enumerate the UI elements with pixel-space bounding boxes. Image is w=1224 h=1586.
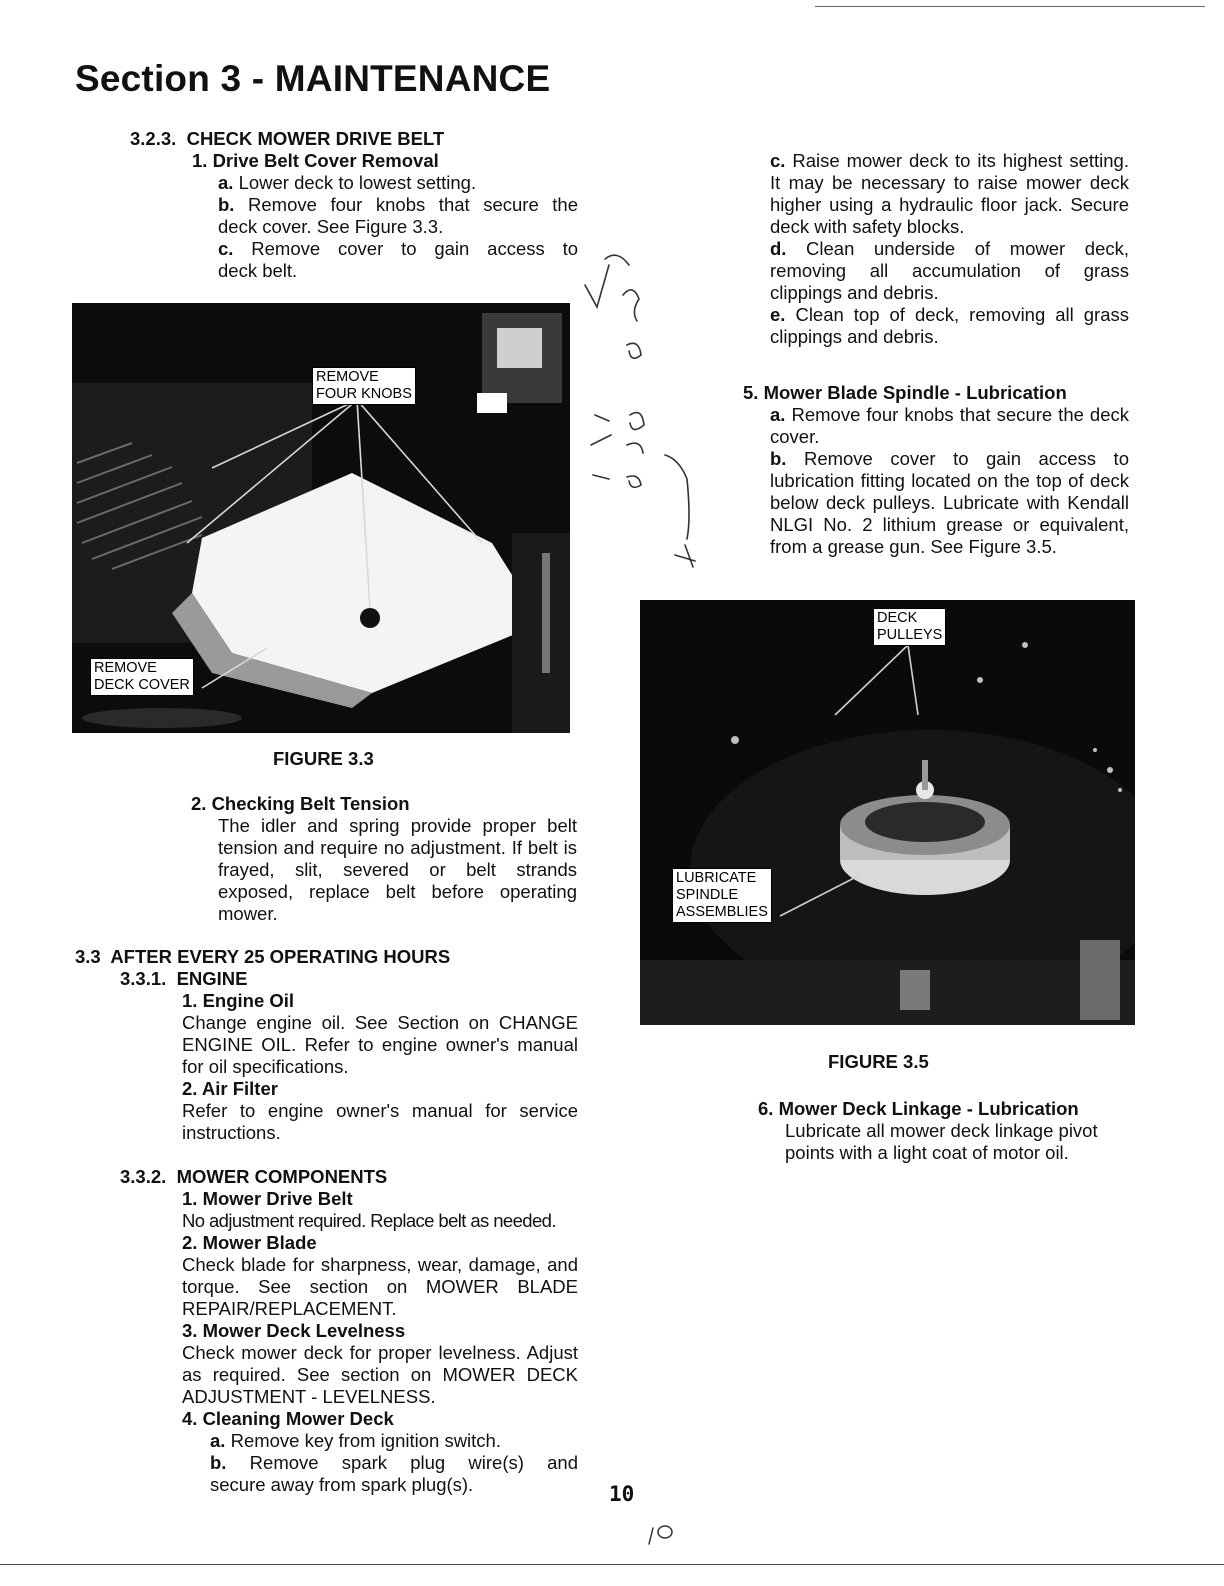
figure-3-5-photo: [640, 600, 1135, 1025]
page-number: 10: [609, 1482, 635, 1506]
callout-remove-four-knobs: [312, 367, 416, 405]
step-text: secure away from spark plug(s).: [210, 1474, 474, 1495]
step-text: Remove cover to gain access to lubrication fitting located on the top of deck below deck pulleys. Lubricate with Kendall NLGI No. 2 lithium grease or equivalent, from a grease gun. See Figure 3.5.: [770, 448, 1129, 557]
step-text: Clean top of deck, removing all grass clippings and debris.: [770, 304, 1130, 347]
item-title: 2. Mower Blade: [182, 1232, 317, 1253]
section-3-3-2: [120, 1166, 578, 1496]
step-label: e.: [770, 304, 786, 325]
section-number: 3.2.3.: [130, 128, 177, 149]
bottom-scan-line: [0, 1564, 1224, 1565]
figure-3-3-photo: [72, 303, 570, 733]
item-title: 6. Mower Deck Linkage - Lubrication: [758, 1098, 1079, 1119]
step-text: deck belt.: [218, 260, 298, 281]
item-title: 4. Cleaning Mower Deck: [182, 1408, 394, 1429]
section-number: 3.3.2.: [120, 1166, 167, 1187]
item-text: Change engine oil. See Section on CHANGE ENGINE OIL. Refer to engine owner's manual for oil specifications.: [182, 1012, 578, 1077]
step-text: Remove four knobs that secure the deck cover.: [770, 404, 1130, 447]
callout-line: REMOVE: [94, 660, 157, 676]
section-title: AFTER EVERY 25 OPERATING HOURS: [110, 946, 451, 967]
step-label: b.: [218, 194, 235, 215]
callout-line: DECK COVER: [94, 677, 190, 693]
item-text: No adjustment required. Replace belt as needed.: [182, 1210, 556, 1231]
item-title: 2. Air Filter: [182, 1078, 278, 1099]
item-title: 1. Engine Oil: [182, 990, 295, 1011]
item-text: Refer to engine owner's manual for service instructions.: [182, 1100, 578, 1143]
item-title: 3. Mower Deck Levelness: [182, 1320, 406, 1341]
callout-line: DECK: [877, 610, 918, 626]
section-3-3-1: [120, 968, 578, 1144]
item-title: 2. Checking Belt Tension: [191, 793, 410, 814]
section-title: MOWER COMPONENTS: [176, 1166, 388, 1187]
callout-line: SPINDLE: [676, 887, 739, 903]
step-text: Remove spark plug wire(s) and: [249, 1452, 578, 1473]
section-title: CHECK MOWER DRIVE BELT: [186, 128, 445, 149]
section-3-2-3: [130, 128, 580, 282]
step-text: deck cover. See Figure 3.3.: [218, 216, 444, 237]
step-label: a.: [210, 1430, 226, 1451]
step-text: Remove cover to gain access to: [251, 238, 578, 259]
handwritten-ten-icon: [643, 1520, 683, 1550]
figure-3-5-caption: FIGURE 3.5: [828, 1051, 929, 1072]
cleaning-steps-continued: [770, 150, 1129, 348]
callout-remove-deck-cover: [90, 658, 194, 696]
step-label: b.: [210, 1452, 227, 1473]
section-3-3: [75, 946, 450, 968]
item-text: Lubricate all mower deck linkage pivot points with a light coat of motor oil.: [785, 1120, 1098, 1163]
step-label: d.: [770, 238, 787, 259]
step-text: Remove key from ignition switch.: [230, 1430, 501, 1451]
step-label: b.: [770, 448, 787, 469]
handwritten-marks-icon: [575, 245, 715, 575]
callout-line: LUBRICATE: [676, 870, 757, 886]
step-text: Raise mower deck to its highest setting. It may be necessary to raise mower deck higher using a hydraulic floor jack. Secure deck with safety blocks.: [770, 150, 1129, 237]
callout-line: ASSEMBLIES: [676, 904, 768, 920]
item-title: 1. Mower Drive Belt: [182, 1188, 353, 1209]
top-scan-line: [815, 6, 1205, 7]
step-label: a.: [218, 172, 234, 193]
item-title: 1. Drive Belt Cover Removal: [192, 150, 439, 171]
callout-line: PULLEYS: [877, 627, 943, 643]
step-text: Remove four knobs that secure the: [248, 194, 579, 215]
item-text: The idler and spring provide proper belt tension and require no adjustment. If belt is frayed, slit, severed or belt strands exposed, replace belt before operating mower.: [218, 815, 577, 924]
callout-lubricate-spindle-assemblies: [672, 868, 772, 923]
section-number: 3.3: [75, 946, 101, 967]
linkage-lubrication-block: [758, 1098, 1134, 1164]
step-label: c.: [770, 150, 786, 171]
section-title: ENGINE: [176, 968, 248, 989]
figure-3-3-caption: FIGURE 3.3: [273, 748, 374, 769]
step-label: c.: [218, 238, 234, 259]
callout-line: REMOVE: [316, 369, 379, 385]
figure-3-5-illustration: [640, 600, 1135, 1025]
item-title: 5. Mower Blade Spindle - Lubrication: [743, 382, 1067, 403]
handwritten-annotation: [575, 245, 715, 580]
handwritten-page-number: [643, 1520, 683, 1555]
callout-line: FOUR KNOBS: [316, 386, 412, 402]
item-text: Check mower deck for proper levelness. Adjust as required. See section on MOWER DECK ADJUSTMENT - LEVELNESS.: [182, 1342, 578, 1407]
step-label: a.: [770, 404, 786, 425]
step-text: Lower deck to lowest setting.: [238, 172, 477, 193]
page-title: Section 3 - MAINTENANCE: [75, 58, 551, 99]
item-text: Check blade for sharpness, wear, damage, and torque. See section on MOWER BLADE REPAIR/REPLACEMENT.: [182, 1254, 578, 1319]
callout-deck-pulleys: [873, 608, 946, 646]
belt-tension-block: [191, 793, 577, 925]
section-number: 3.3.1.: [120, 968, 167, 989]
step-text: Clean underside of mower deck, removing all accumulation of grass clippings and debris.: [770, 238, 1129, 303]
spindle-lubrication-block: [743, 382, 1129, 558]
